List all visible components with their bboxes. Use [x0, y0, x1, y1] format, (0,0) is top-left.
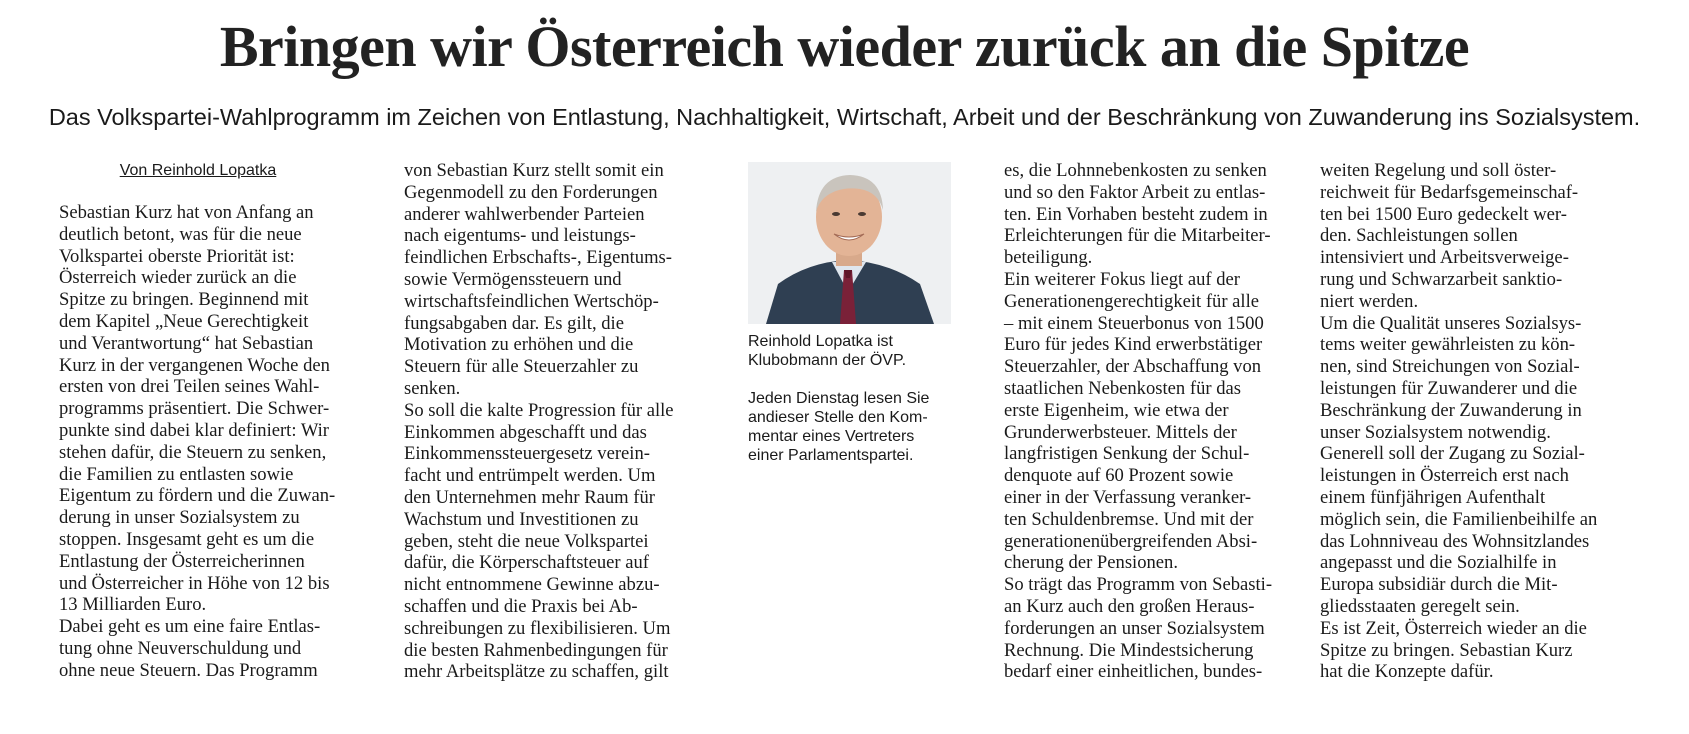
column-1 [59, 160, 389, 682]
column-4 [1320, 160, 1650, 683]
byline: Von Reinhold Lopatka [119, 162, 277, 179]
author-portrait-image [748, 162, 951, 324]
caption-name: Reinhold Lopatka ist Klubobmann der ÖVP. [748, 333, 907, 369]
column-1-text: Sebastian Kurz hat von Anfang an deutlich betont, was für die neue Volkspartei oberste Priorität ist: Österreich wieder zurück an die Spitze zu bringen. Beginnend mit dem Kapitel „Neue Gerechtigkeit und Verantwortung“ hat Sebastian Kurz in der vergangenen Woche den ersten von drei Teilen seines Wahl- programms präsentiert. Die Schwer- punkte sind dabei klar definiert: Wir stehen dafür, die Steuern zu senken, die Familien zu entlasten sowie Eigentum zu fördern und die Zuwan- derung in unser Sozialsystem zu stoppen. Insgesamt geht es um die Entlastung der Österreicherinnen und Österreicher in Höhe von 12 bis 13 Milliarden Euro. Dabei geht es um eine faire Entlas- tung ohne Neuverschuldung und ohne neue Steuern. Das Programm [59, 202, 336, 681]
column-3 [1004, 160, 1334, 683]
column-2-text: von Sebastian Kurz stellt somit ein Gegenmodell zu den Forderungen anderer wahlwerbender Parteien nach eigentums- und leistungs- feindlichen Erbschafts-, Eigentums- sowie Vermögenssteuern und wirtschaftsfeindlichen Wertschöp- fungsabgaben dar. Es gilt, die Motivation zu erhöhen und die Steuern für alle Steuerzahler zu senken. So soll die kalte Progression für alle Einkommen abgeschafft und das Einkommenssteuergesetz verein- facht und entrümpelt werden. Um den Unternehmen mehr Raum für Wachstum und Investitionen zu geben, steht die neue Volkspartei dafür, die Körperschaftsteuer auf nicht entnommene Gewinne abzu- schaffen und die Praxis bei Ab- schreibungen zu flexibilisieren. Um die besten Rahmenbedingungen für mehr Arbeitsplätze zu schaffen, gilt [404, 160, 674, 683]
column-3-text: es, die Lohnnebenkosten zu senken und so den Faktor Arbeit zu entlas- ten. Ein Vorhaben besteht zudem in Erleichterungen für die Mitarbeiter- beteiligung. Ein weiterer Fokus liegt auf der Generationengerechtigkeit für alle – mit einem Steuerbonus von 1500 Euro für jedes Kind erwerbstätiger Steuerzahler, der Abschaffung von staatlichen Nebenkosten für das erste Eigenheim, wie etwa der Grunderwerbsteuer. Mittels der langfristigen Senkung der Schul- denquote auf 60 Prozent sowie einer in der Verfassung veranker- ten Schuldenbremse. Und mit der generationenübergreifenden Absi- cherung der Pensionen. So trägt das Programm von Sebasti- an Kurz auch den großen Heraus- forderungen an unser Sozialsystem Rechnung. Die Mindestsicherung bedarf einer einheitlichen, bundes- [1004, 160, 1273, 683]
subheadline: Das Volkspartei-Wahlprogramm im Zeichen von Entlastung, Nachhaltigkeit, Wirtschaft, Arbeit und der Beschränkung von Zuwanderung ins Sozialsystem. [48, 104, 1641, 130]
column-4-text: weiten Regelung und soll öster- reichweit für Bedarfsgemeinschaf- ten bei 1500 Euro gedeckelt wer- den. Sachleistungen sollen intensiviert und Arbeitsverweige- rung und Schwarzarbeit sanktio- niert werden. Um die Qualität unseres Sozialsys- tems weiter gewährleisten zu kön- nen, sind Streichungen von Sozial- leistungen für Zuwanderer und die Beschränkung der Zuwanderung in unser Sozialsystem notwendig. Generell soll der Zugang zu Sozial- leistungen in Österreich erst nach einem fünfjährigen Aufenthalt möglich sein, die Familienbeihilfe an das Lohnniveau des Wohnsitzlandes angepasst und die Sozialhilfe in Europa subsidiär durch die Mit- gliedsstaaten geregelt sein. Es ist Zeit, Österreich wieder an die Spitze zu bringen. Sebastian Kurz hat die Konzepte dafür. [1320, 160, 1598, 683]
portrait-caption [748, 332, 973, 465]
column-2 [404, 160, 734, 683]
caption-note: Jeden Dienstag lesen Sie andieser Stelle den Kom- mentar eines Vertreters einer Parlamentspartei. [748, 390, 930, 464]
author-portrait [748, 162, 951, 324]
headline: Bringen wir Österreich wieder zurück an die Spitze [219, 14, 1470, 79]
